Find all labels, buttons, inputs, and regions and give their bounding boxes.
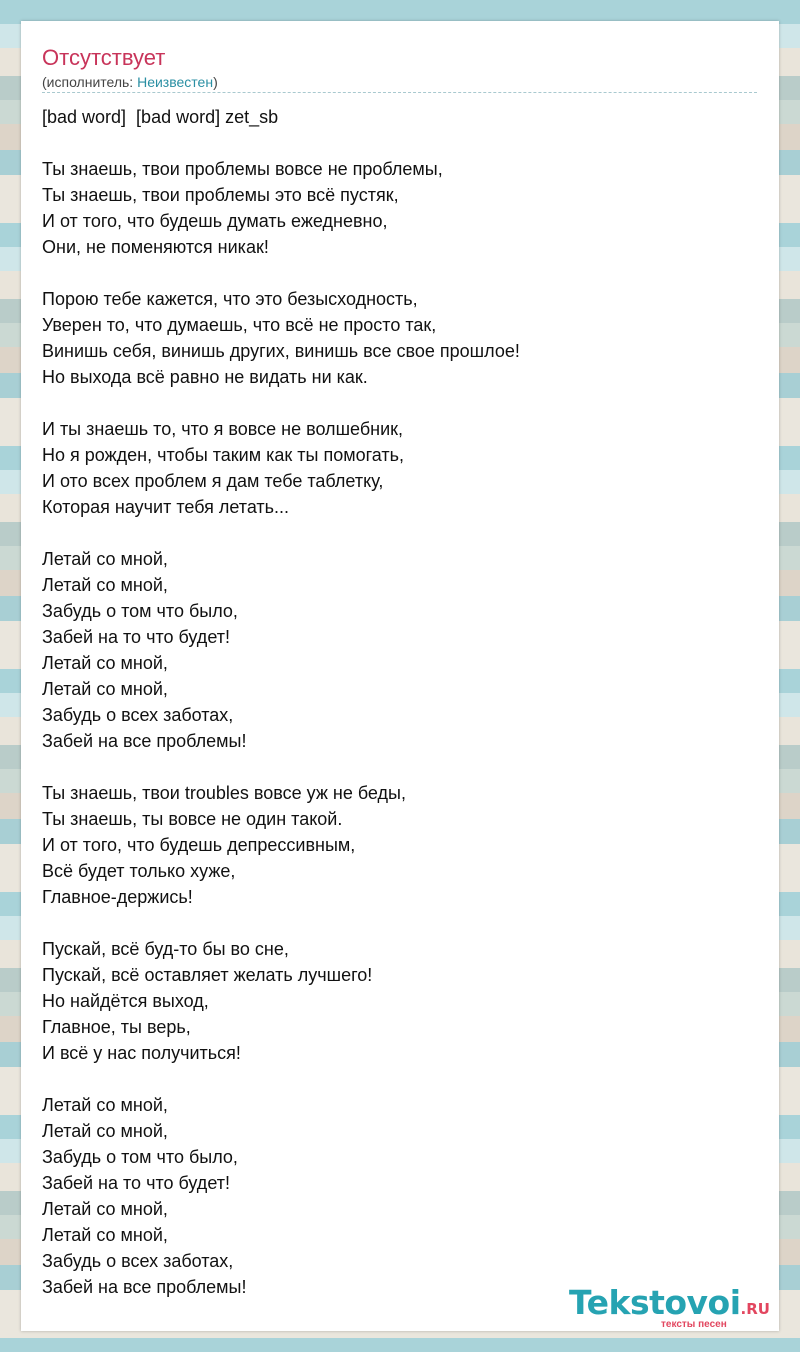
- lyrics-blank-line: [42, 520, 757, 546]
- artist-link[interactable]: Неизвестен: [137, 74, 214, 90]
- lyrics-line: Забудь о том что было,: [42, 601, 238, 621]
- lyrics-line: Летай со мной,: [42, 1095, 168, 1115]
- lyrics-line: [bad word] [bad word] zet_sb: [42, 107, 279, 127]
- lyrics-line: И ты знаешь то, что я вовсе не волшебник,: [42, 419, 403, 439]
- lyrics-line: Порою тебе кажется, что это безысходность,: [42, 289, 418, 309]
- lyrics-line: Пускай, всё оставляет желать лучшего!: [42, 965, 373, 985]
- lyrics-line: Всё будет только хуже,: [42, 861, 236, 881]
- logo-tagline: тексты песен: [661, 1319, 727, 1330]
- lyrics-line: Главное-держись!: [42, 887, 193, 907]
- site-logo[interactable]: [569, 1285, 779, 1329]
- lyrics-line: Ты знаешь, ты вовсе не один такой.: [42, 809, 343, 829]
- lyrics-line: Забудь о всех заботах,: [42, 705, 234, 725]
- lyrics-line: Забей на то что будет!: [42, 1173, 230, 1193]
- lyrics-line: Но выхода всё равно не видать ни как.: [42, 367, 368, 387]
- lyrics-line: Забей на все проблемы!: [42, 731, 247, 751]
- artist-prefix: (исполнитель:: [42, 74, 138, 90]
- lyrics-card: [21, 21, 779, 1331]
- lyrics-blank-line: [42, 260, 757, 286]
- artist-line: [42, 73, 218, 91]
- song-title: Отсутствует: [42, 45, 166, 70]
- lyrics-line: Пускай, всё буд-то бы во сне,: [42, 939, 289, 959]
- lyrics-line: И от того, что будешь депрессивным,: [42, 835, 356, 855]
- artist-suffix: ): [213, 74, 218, 90]
- lyrics-line: Забей на все проблемы!: [42, 1277, 247, 1297]
- lyrics-blank-line: [42, 390, 757, 416]
- lyrics-line: И всё у нас получиться!: [42, 1043, 241, 1063]
- lyrics-line: И ото всех проблем я дам тебе таблетку,: [42, 471, 384, 491]
- lyrics-line: Летай со мной,: [42, 1121, 168, 1141]
- lyrics-line: Забудь о том что было,: [42, 1147, 238, 1167]
- lyrics-blank-line: [42, 910, 757, 936]
- lyrics-line: Уверен то, что думаешь, что всё не просто так,: [42, 315, 437, 335]
- lyrics-line: Они, не поменяются никак!: [42, 237, 269, 257]
- lyrics-line: Забей на то что будет!: [42, 627, 230, 647]
- lyrics-line: И от того, что будешь думать ежедневно,: [42, 211, 388, 231]
- lyrics-line: Но найдётся выход,: [42, 991, 209, 1011]
- lyrics-blank-line: [42, 754, 757, 780]
- lyrics-line: Летай со мной,: [42, 1199, 168, 1219]
- lyrics-line: Но я рожден, чтобы таким как ты помогать,: [42, 445, 405, 465]
- logo-tld: .RU: [740, 1300, 770, 1318]
- lyrics-line: Винишь себя, винишь других, винишь все свое прошлое!: [42, 341, 520, 361]
- lyrics-text: [42, 104, 757, 1300]
- lyrics-line: Летай со мной,: [42, 1225, 168, 1245]
- lyrics-blank-line: [42, 130, 757, 156]
- lyrics-blank-line: [42, 1066, 757, 1092]
- lyrics-line: Летай со мной,: [42, 549, 168, 569]
- lyrics-line: Забудь о всех заботах,: [42, 1251, 234, 1271]
- lyrics-line: Летай со мной,: [42, 679, 168, 699]
- lyrics-line: Ты знаешь, твои troubles вовсе уж не беды,: [42, 783, 406, 803]
- logo-name: Tekstovoi: [569, 1283, 741, 1322]
- lyrics-line: Ты знаешь, твои проблемы это всё пустяк,: [42, 185, 399, 205]
- lyrics-line: Летай со мной,: [42, 653, 168, 673]
- lyrics-line: Летай со мной,: [42, 575, 168, 595]
- lyrics-line: Которая научит тебя летать...: [42, 497, 290, 517]
- lyrics-line: Главное, ты верь,: [42, 1017, 191, 1037]
- header-divider: [42, 92, 757, 93]
- lyrics-line: Ты знаешь, твои проблемы вовсе не проблемы,: [42, 159, 443, 179]
